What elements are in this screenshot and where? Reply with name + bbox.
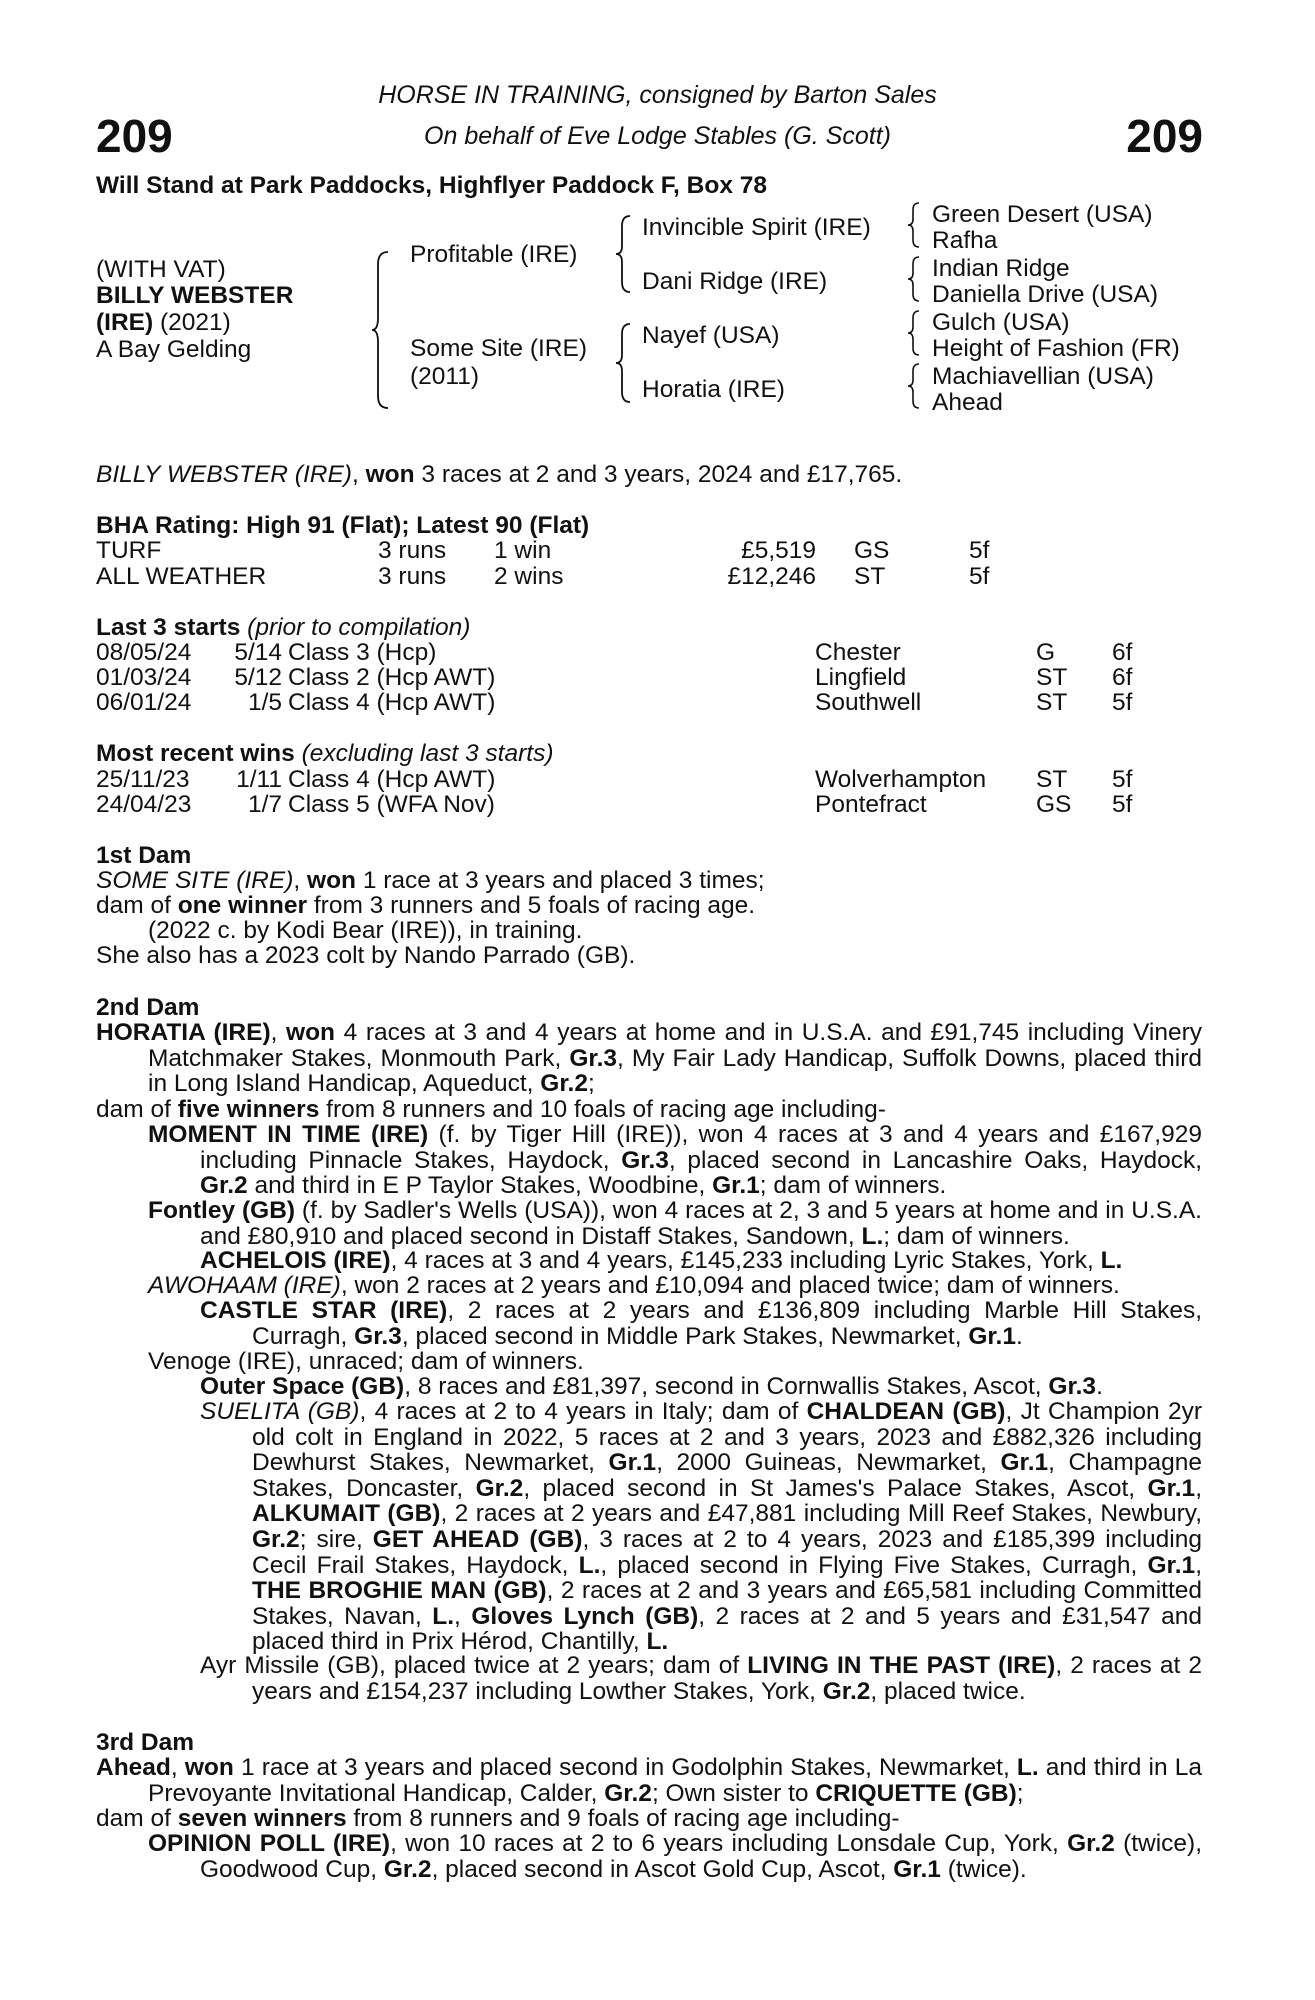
lot-number-left: 209 <box>96 110 173 162</box>
pedigree-g-5: Gulch (USA) <box>932 309 1070 336</box>
pedigree-sire-dam: Dani Ridge (IRE) <box>642 268 828 295</box>
third-dam-produce: dam of seven winners from 8 runners and 9 foals of racing age including- <box>96 1805 900 1832</box>
pedigree-brace-dam <box>614 322 634 404</box>
pedigree-dam-dam: Horatia (IRE) <box>642 376 785 403</box>
second-dam-record: HORATIA (IRE), won 4 races at 3 and 4 years at home and in U.S.A. and £91,745 including Vinery Matchmaker Stakes, Monmouth Park, Gr.3, My Fair Lady Handicap, Suffolk Downs, placed third in Long Island Handicap, Aqueduct, Gr.2; <box>96 1019 1203 1098</box>
pedigree-brace-ds <box>906 309 922 357</box>
third-dam-title: 3rd Dam <box>96 1729 195 1756</box>
horse-name: BILLY WEBSTER <box>96 282 294 309</box>
progeny-fontley: Fontley (GB) (f. by Sadler's Wells (USA)), won 4 races at 2, 3 and 5 years at home and in U.S.A. and £80,910 and placed second in Distaff Stakes, Sandown, L.; dam of winners. <box>148 1197 1202 1250</box>
second-dam-title: 2nd Dam <box>96 994 200 1021</box>
pedigree-g-2: Rafha <box>932 227 998 254</box>
pedigree-brace-dd <box>906 362 922 410</box>
horse-description: A Bay Gelding <box>96 336 252 363</box>
progeny-ayr-missile: Ayr Missile (GB), placed twice at 2 years; dam of LIVING IN THE PAST (IRE), 2 races at 2 years and £154,237 including Lowther Stakes, York, Gr.2, placed twice. <box>200 1652 1202 1705</box>
first-dam-line: SOME SITE (IRE), won 1 race at 3 years and placed 3 times; <box>96 867 765 894</box>
progeny-castle-star: CASTLE STAR (IRE), 2 races at 2 years and £136,809 including Marble Hill Stakes, Curragh, Gr.3, placed second in Middle Park Stakes, Newmarket, Gr.1. <box>200 1297 1202 1350</box>
progeny-venoge: Venoge (IRE), unraced; dam of winners. <box>148 1348 584 1375</box>
pedigree-g-4: Daniella Drive (USA) <box>932 281 1159 308</box>
progeny-suelita: SUELITA (GB), 4 races at 2 to 4 years in Italy; dam of CHALDEAN (GB), Jt Champion 2yr old colt in England in 2022, 5 races at 2 and 3 years, 2023 and £882,326 including Dewhurst Stakes, Newmarket, Gr.1, 2000 Guineas, Newmarket, Gr.1, Champagne Stakes, Doncaster, Gr.2, placed second in St James's Palace Stakes, Ascot, Gr.1, ALKUMAIT (GB), 2 races at 2 years and £47,881 including Mill Reef Stakes, Newbury, Gr.2; sire, GET AHEAD (GB), 3 races at 2 to 4 years, 2023 and £185,399 including Cecil Frail Stakes, Haydock, L., placed second in Flying Five Stakes, Curragh, Gr.1, THE BROGHIE MAN (GB), 2 races at 2 and 3 years and £65,581 including Committed Stakes, Navan, L., Gloves Lynch (GB), 2 races at 2 and 5 years and £31,547 and placed third in Prix Hérod, Chantilly, L. <box>200 1398 1203 1656</box>
first-dam-foal: (2022 c. by Kodi Bear (IRE)), in training. <box>148 917 583 944</box>
pedigree-g-3: Indian Ridge <box>932 255 1070 282</box>
pedigree-sire-sire: Invincible Spirit (IRE) <box>642 214 871 241</box>
progeny-achelois: ACHELOIS (IRE), 4 races at 3 and 4 years, £145,233 including Lyric Stakes, York, L. <box>200 1247 1123 1274</box>
pedigree-g-1: Green Desert (USA) <box>932 201 1153 228</box>
second-dam-produce: dam of five winners from 8 runners and 10 foals of racing age including- <box>96 1096 886 1123</box>
pedigree-brace-main <box>370 250 392 410</box>
pedigree-dam-year: (2011) <box>410 363 480 390</box>
progeny-awohaam: AWOHAAM (IRE), won 2 races at 2 years and £10,094 and placed twice; dam of winners. <box>148 1272 1120 1299</box>
pedigree-brace-sire <box>614 214 634 294</box>
vat-note: (WITH VAT) <box>96 256 226 283</box>
pedigree-brace-ss <box>906 201 922 249</box>
pedigree-dam: Some Site (IRE) <box>410 335 587 362</box>
behalf-line: On behalf of Eve Lodge Stables (G. Scott) <box>424 122 891 150</box>
progeny-opinion-poll: OPINION POLL (IRE), won 10 races at 2 to 6 years including Lonsdale Cup, York, Gr.2 (twice), Goodwood Cup, Gr.2, placed second in Ascot Gold Cup, Ascot, Gr.1 (twice). <box>148 1830 1203 1883</box>
first-dam-produce: dam of one winner from 3 runners and 5 foals of racing age. <box>96 892 756 919</box>
progeny-outer-space: Outer Space (GB), 8 races and £81,397, second in Cornwallis Stakes, Ascot, Gr.3. <box>200 1373 1103 1400</box>
pedigree-g-8: Ahead <box>932 389 1003 416</box>
progeny-moment-in-time: MOMENT IN TIME (IRE) (f. by Tiger Hill (IRE)), won 4 races at 3 and 4 years and £167,929 including Pinnacle Stakes, Haydock, Gr.3, placed second in Lancashire Oaks, Haydock, Gr.2 and third in E P Taylor Stakes, Woodbine, Gr.1; dam of winners. <box>148 1121 1202 1200</box>
first-dam-title: 1st Dam <box>96 842 192 869</box>
pedigree-g-7: Machiavellian (USA) <box>932 363 1154 390</box>
pedigree-brace-sd <box>906 255 922 303</box>
pedigree-dam-sire: Nayef (USA) <box>642 322 780 349</box>
race-summary: BILLY WEBSTER (IRE), won 3 races at 2 and 3 years, 2024 and £17,765. <box>96 461 903 488</box>
first-dam-colt: She also has a 2023 colt by Nando Parrado (GB). <box>96 942 636 969</box>
third-dam-record: Ahead, won 1 race at 3 years and placed second in Godolphin Stakes, Newmarket, L. and third in La Prevoyante Invitational Handicap, Calder, Gr.2; Own sister to CRIQUETTE (GB); <box>96 1754 1202 1807</box>
consignment-line: HORSE IN TRAINING, consigned by Barton Sales <box>378 81 937 109</box>
last-starts-title: Last 3 starts (prior to compilation) <box>96 614 471 641</box>
horse-origin-year: (IRE) (2021) <box>96 309 231 336</box>
stand-location: Will Stand at Park Paddocks, Highflyer Paddock F, Box 78 <box>96 172 767 199</box>
bha-rating-title: BHA Rating: High 91 (Flat); Latest 90 (Flat) <box>96 512 590 539</box>
recent-wins-title: Most recent wins (excluding last 3 starts) <box>96 740 554 767</box>
lot-number-right: 209 <box>1126 110 1203 162</box>
pedigree-g-6: Height of Fashion (FR) <box>932 335 1180 362</box>
pedigree-sire: Profitable (IRE) <box>410 241 578 268</box>
